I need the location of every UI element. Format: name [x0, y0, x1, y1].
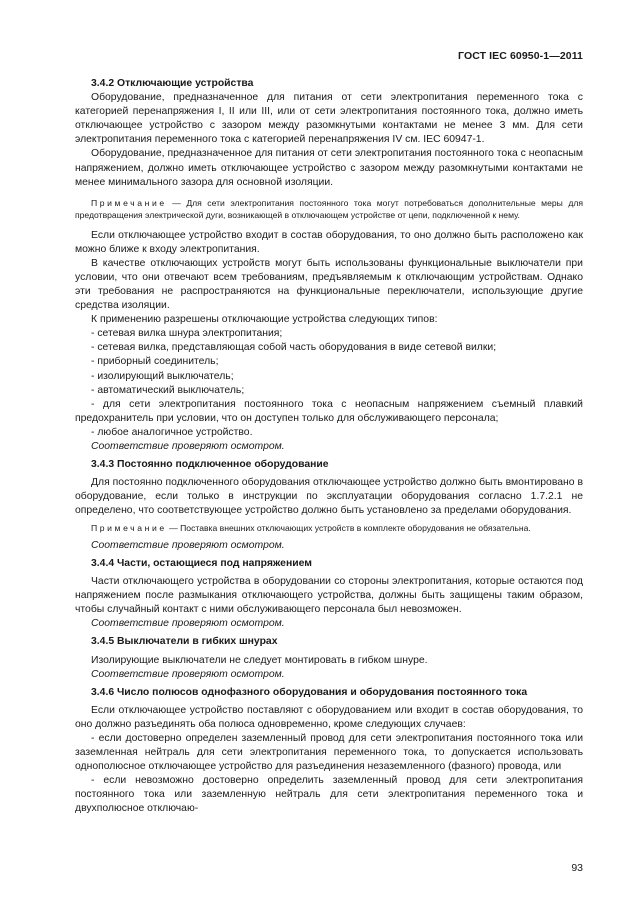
list-item: - для сети электропитания постоянного тока с неопасным напряжением съемный плавкий предохранитель при условии, что он доступен только для обслуживающего персонала;: [75, 398, 583, 424]
list-item: - изолирующий выключатель;: [91, 370, 234, 382]
paragraph: - если невозможно достоверно определить заземленный провод для сети электропитания постоянного тока или заземленную нейтраль для сети электропитания переменного тока и двухполюсное отключаю-: [75, 775, 583, 815]
note-text: — Для сети электропитания постоянного тока могут потребоваться дополнительные меры для предотвращения электрической дуги, возникающей в отключающем устройстве от цепи, подключенной к нему.: [75, 197, 583, 221]
paragraph: Оборудование, предназначенное для питания от сети электропитания переменного тока с категорией перенапряжения I, II или III, или от сети электропитания постоянного тока, должно иметь отключающее устройство с зазором между разомкнутыми контактами не менее 3 мм. Для сети электропитания переменного тока с категорией перенапряжения IV см. IEC 60947-1.: [75, 92, 583, 146]
paragraph: Для постоянно подключенного оборудования отключающее устройство должно быть вмонтировано в оборудование, если только в инструкции по эксплуатации оборудования согласно 1.7.2.1 не определено, что соответствующее устройство должно быть установлено за пределами оборудования.: [75, 477, 583, 517]
section-heading-3-4-4: 3.4.4 Части, остающиеся под напряжением: [91, 557, 312, 569]
page-content: [75, 77, 583, 817]
list-item: - автоматический выключатель;: [91, 384, 245, 396]
section-heading-3-4-5: 3.4.5 Выключатели в гибких шнурах: [91, 636, 278, 648]
page-number: 93: [571, 862, 583, 874]
compliance-statement: Соответствие проверяют осмотром.: [91, 618, 285, 630]
paragraph: В качестве отключающих устройств могут быть использованы функциональные выключатели при условии, что они отвечают всем требованиям, предъявляемым к отключающим устройствам. Однако эти требования не распространяются на функциональные переключатели, использующие другие средства изоляции.: [75, 257, 583, 312]
list-item: - сетевая вилка, представляющая собой часть оборудования в виде сетевой вилки;: [91, 342, 497, 354]
note-label: Примечание: [91, 197, 167, 208]
compliance-statement: Соответствие проверяют осмотром.: [91, 668, 285, 680]
note-text: — Поставка внешних отключающих устройств в комплекте оборудования не обязательна.: [166, 523, 531, 534]
paragraph: - если достоверно определен заземленный провод для сети электропитания постоянного тока или заземленная нейтраль для сети электропитания переменного тока, то допускается использовать однополюсное отключающее устройство для разъединения незаземленного (фазного) провода, или: [75, 732, 583, 773]
paragraph: Части отключающего устройства в оборудовании со стороны электропитания, которые остаются под напряжением после размыкания отключающего устройства, должны быть защищены таким образом, чтобы случайный контакт с ними обслуживающего персонала был невозможен.: [75, 576, 583, 616]
list-item: - приборный соединитель;: [91, 356, 219, 368]
compliance-statement: Соответствие проверяют осмотром.: [91, 539, 285, 551]
list-item: - любое аналогичное устройство.: [91, 426, 253, 438]
note: [75, 197, 583, 222]
section-heading-3-4-6: 3.4.6 Число полюсов однофазного оборудования и оборудования постоянного тока: [91, 686, 528, 698]
paragraph: Если отключающее устройство входит в состав оборудования, то оно должно быть расположено как можно ближе к входу электропитания.: [75, 229, 583, 255]
note: [75, 522, 583, 534]
standard-header: ГОСТ IEC 60950-1—2011: [458, 50, 583, 62]
compliance-statement: Соответствие проверяют осмотром.: [91, 440, 285, 452]
list-item: - сетевая вилка шнура электропитания;: [91, 328, 283, 340]
section-heading-3-4-2: 3.4.2 Отключающие устройства: [91, 78, 254, 89]
paragraph: Изолирующие выключатели не следует монтировать в гибком шнуре.: [91, 654, 428, 666]
list-intro: К применению разрешены отключающие устройства следующих типов:: [91, 314, 438, 326]
section-heading-3-4-3: 3.4.3 Постоянно подключенное оборудование: [91, 459, 329, 471]
paragraph: Оборудование, предназначенное для питания от сети электропитания постоянного тока с неопасным напряжением, должно иметь отключающее устройство с зазором между разомкнутыми контактами не менее минимального зазора для основной изоляции.: [75, 148, 583, 188]
note-label: Примечание: [91, 523, 167, 534]
paragraph: Если отключающее устройство поставляют с оборудованием или входит в состав оборудования, то оно должно разъединять оба полюса одновременно, кроме следующих случаев:: [75, 704, 583, 730]
